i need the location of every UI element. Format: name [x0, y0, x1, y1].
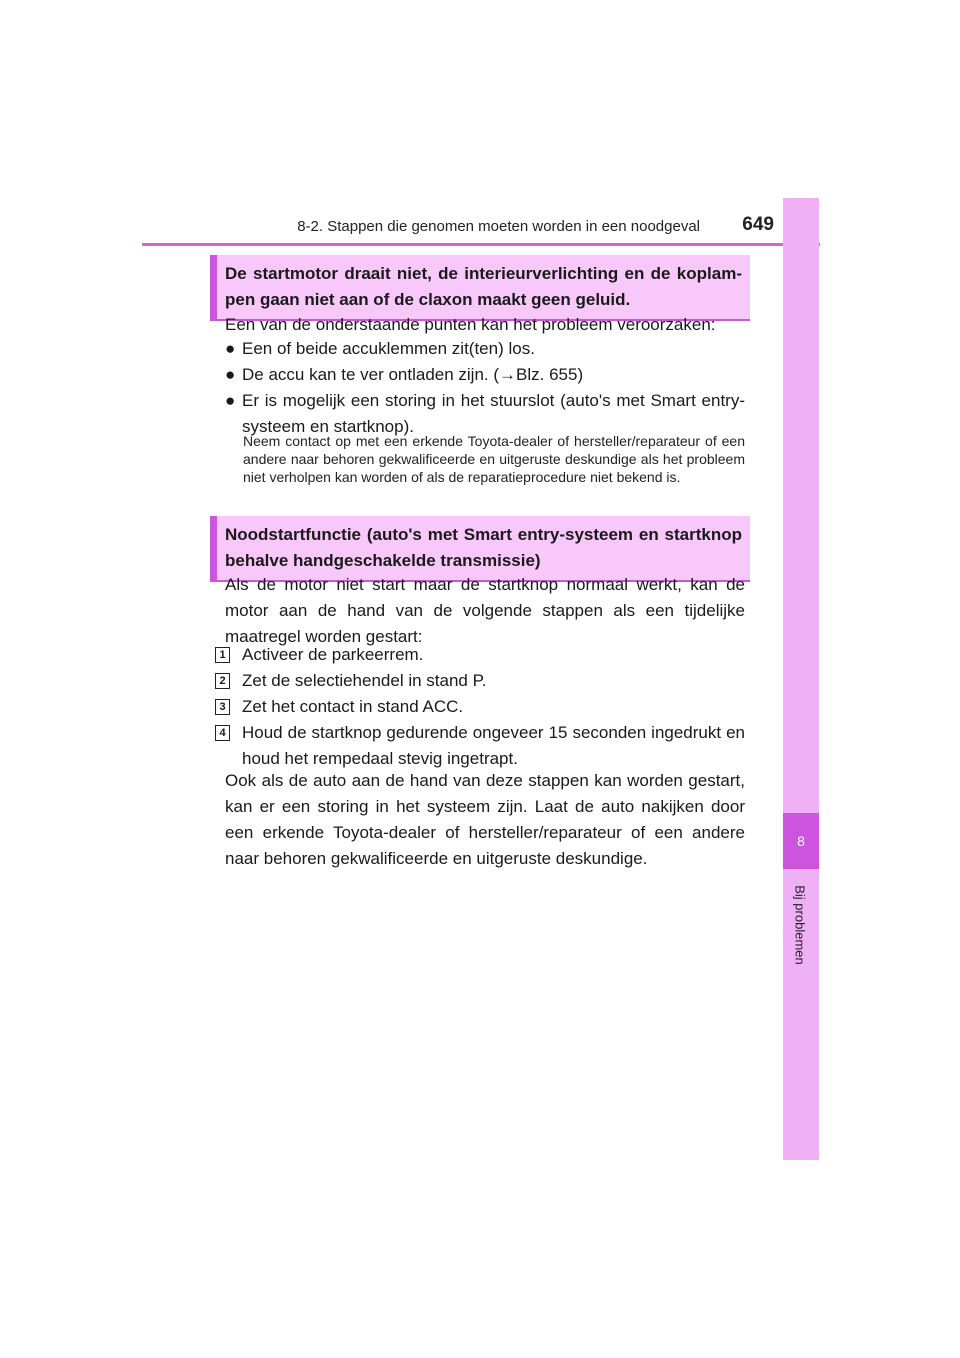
- running-header: 8-2. Stappen die genomen moeten worden in een noodgeval: [297, 218, 700, 235]
- step-number-badge: 3: [215, 699, 230, 715]
- step-number-badge: 2: [215, 673, 230, 689]
- bullet-icon: ●: [225, 391, 236, 410]
- chapter-label: [775, 870, 825, 980]
- list-item: ● Er is mogelijk een storing in het stuurslot (auto's met Smart entry-systeem en startknop).: [225, 388, 745, 440]
- section-heading-text: De startmotor draait niet, de interieurverlichting en de koplam-pen gaan niet aan of de claxon maakt geen geluid.: [225, 264, 742, 309]
- section1-intro: Een van de onderstaande punten kan het probleem veroorzaken:: [225, 315, 716, 334]
- bullet-icon: ●: [225, 365, 236, 384]
- list-item: ● Een of beide accuklemmen zit(ten) los.: [225, 336, 745, 362]
- header-rule: [142, 243, 820, 246]
- section2-closing: Ook als de auto aan de hand van deze stappen kan worden gestart, kan er een storing in het systeem zijn. Laat de auto nakijken door een erkende Toyota-dealer of hersteller/reparateur of een andere naar behoren gekwalificeerde en uitgeruste deskundige.: [225, 771, 745, 868]
- list-item: ● De accu kan te ver ontladen zijn. (→Blz. 655): [225, 362, 745, 388]
- step-number-badge: 4: [215, 725, 230, 741]
- step-text: Zet de selectiehendel in stand P.: [242, 671, 487, 690]
- chapter-number-tab: 8: [783, 813, 819, 869]
- chapter-label-text: Bij problemen: [792, 885, 808, 965]
- step-number-badge: 1: [215, 647, 230, 663]
- step-text: Zet het contact in stand ACC.: [242, 697, 464, 716]
- section-heading-text: Noodstartfunctie (auto's met Smart entry-systeem en startknop behalve handgeschakelde transmissie): [225, 525, 742, 570]
- bullet-icon: ●: [225, 339, 236, 358]
- step-text: Activeer de parkeerrem.: [242, 645, 424, 664]
- step-text: Houd de startknop gedurende ongeveer 15 seconden ingedrukt en houd het rempedaal stevig ingetrapt.: [242, 723, 745, 768]
- chapter-side-tab: [783, 198, 819, 1160]
- section1-note: Neem contact op met een erkende Toyota-dealer of hersteller/reparateur of een andere naar behoren gekwalificeerde en uitgeruste deskundige als het probleem niet verholpen kan worden of als de reparatieprocedure niet bekend is.: [243, 433, 745, 485]
- section2-intro: Als de motor niet start maar de startknop normaal werkt, kan de motor aan de hand van de volgende stappen als een tijdelijke maatregel worden gestart:: [225, 575, 745, 646]
- page-number: 649: [742, 214, 774, 235]
